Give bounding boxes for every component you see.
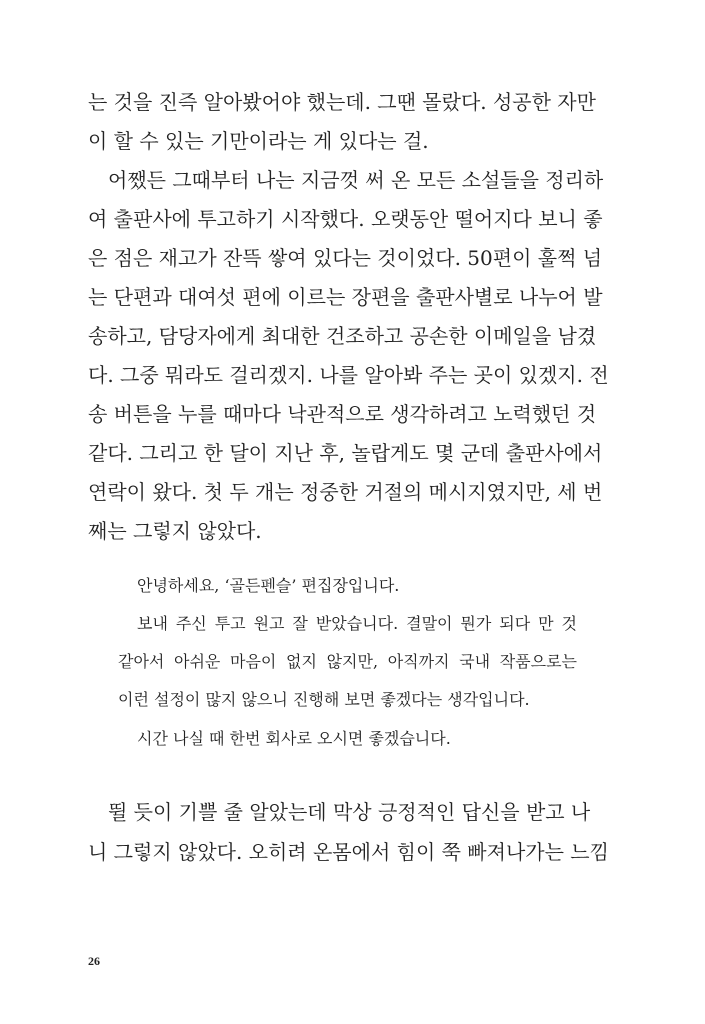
text-line: 뛸 듯이 기쁠 줄 알았는데 막상 긍정적인 답신을 받고 나 xyxy=(108,800,591,824)
text-line: 은 점은 재고가 잔뜩 쌓여 있다는 것이었다. 50편이 훌쩍 넘 xyxy=(88,246,603,270)
text-line: 어쨌든 그때부터 나는 지금껏 써 온 모든 소설들을 정리하 xyxy=(108,168,604,192)
text-line: 니 그렇지 않았다. 오히려 온몸에서 힘이 쭉 빠져나가는 느낌 xyxy=(88,840,609,864)
text-line: 는 것을 진즉 알아봤어야 했는데. 그땐 몰랐다. 성공한 자만 xyxy=(88,90,596,114)
text-line: 는 단편과 대여섯 편에 이르는 장편을 출판사별로 나누어 발 xyxy=(88,285,603,309)
letter-line: 시간 나실 때 한번 회사로 오시면 좋겠습니다. xyxy=(137,729,451,748)
letter-line: 같아서 아쉬운 마음이 없지 않지만, 아직까지 국내 작품으로는 xyxy=(118,652,577,671)
text-line: 연락이 왔다. 첫 두 개는 정중한 거절의 메시지였지만, 세 번 xyxy=(88,480,603,504)
text-line: 째는 그렇지 않았다. xyxy=(88,519,262,543)
text-line: 여 출판사에 투고하기 시작했다. 오랫동안 떨어지다 보니 좋 xyxy=(88,207,603,231)
text-line: 같다. 그리고 한 달이 지난 후, 놀랍게도 몇 군데 출판사에서 xyxy=(88,441,603,465)
page-number: 26 xyxy=(88,954,100,968)
letter-line: 보내 주신 투고 원고 잘 받았습니다. 결말이 뭔가 되다 만 것 xyxy=(137,614,577,633)
letter-line: 이런 설정이 많지 않으니 진행해 보면 좋겠다는 생각입니다. xyxy=(118,690,530,709)
text-line: 송하고, 담당자에게 최대한 건조하고 공손한 이메일을 남겼 xyxy=(88,324,597,348)
text-line: 다. 그중 뭐라도 걸리겠지. 나를 알아봐 주는 곳이 있겠지. 전 xyxy=(88,363,609,387)
letter-line: 안녕하세요, ‘골든펜슬’ 편집장입니다. xyxy=(137,576,400,595)
text-line: 송 버튼을 누를 때마다 낙관적으로 생각하려고 노력했던 것 xyxy=(88,402,597,426)
text-line: 이 할 수 있는 기만이라는 게 있다는 걸. xyxy=(88,129,429,153)
